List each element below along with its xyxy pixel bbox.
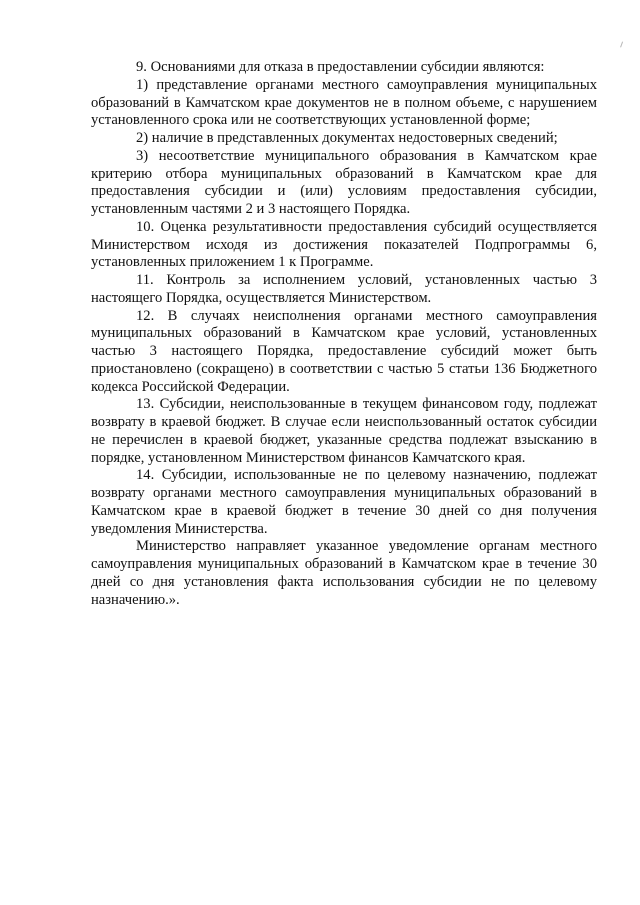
paragraph-9-heading: 9. Основаниями для отказа в предоставлении субсидии являются: <box>136 59 545 75</box>
paragraph-10: 10. Оценка результативности предоставления субсидий осуществляется Министерством исходя из достижения показателей Подпрограммы 6, установленных приложением 1 к Программе. <box>91 218 597 271</box>
paragraph-9-item-3: 3) несоответствие муниципального образования в Камчатском крае критерию отбора муниципальных образований в Камчатском крае для предоставления субсидии и (или) условиям предоставления субсидии, установленным частями 2 и 3 настоящего Порядка. <box>91 147 597 217</box>
paragraph-9-item-1: 1) представление органами местного самоуправления муниципальных образований в Камчатском крае документов не в полном объеме, с нарушением установленного срока или не соответствующих установленной форме; <box>91 76 597 129</box>
document-body <box>91 59 597 609</box>
scan-mark <box>620 41 626 48</box>
paragraph-11: 11. Контроль за исполнением условий, установленных частью 3 настоящего Порядка, осуществляется Министерством. <box>91 272 597 306</box>
paragraph-14: 14. Субсидии, использованные не по целевому назначению, подлежат возврату органами местного самоуправления муниципальных образований в Камчатском крае в краевой бюджет в течение 30 дней со дня получения уведомления Министерства. <box>91 467 597 537</box>
paragraph-9-item-2: 2) наличие в представленных документах недостоверных сведений; <box>136 130 558 146</box>
paragraph-12: 12. В случаях неисполнения органами местного самоуправления муниципальных образований в Камчатском крае условий, установленных частью 3 настоящего Порядка, предоставление субсидий может быть приостановлено (сокращено) в соответствии с частью 5 статьи 136 Бюджетного кодекса Российской Федерации. <box>91 307 597 395</box>
paragraph-13: 13. Субсидии, неиспользованные в текущем финансовом году, подлежат возврату в краевой бюджет. В случае если неиспользованный остаток субсидии не перечислен в краевой бюджет, указанные средства подлежат взысканию в порядке, установленном Министерством финансов Камчатского края. <box>91 396 597 466</box>
paragraph-14-continuation: Министерство направляет указанное уведомление органам местного самоуправления муниципальных образований в Камчатском крае в течение 30 дней со дня установления факта использования субсидии не по целевому назначению.». <box>91 538 597 608</box>
